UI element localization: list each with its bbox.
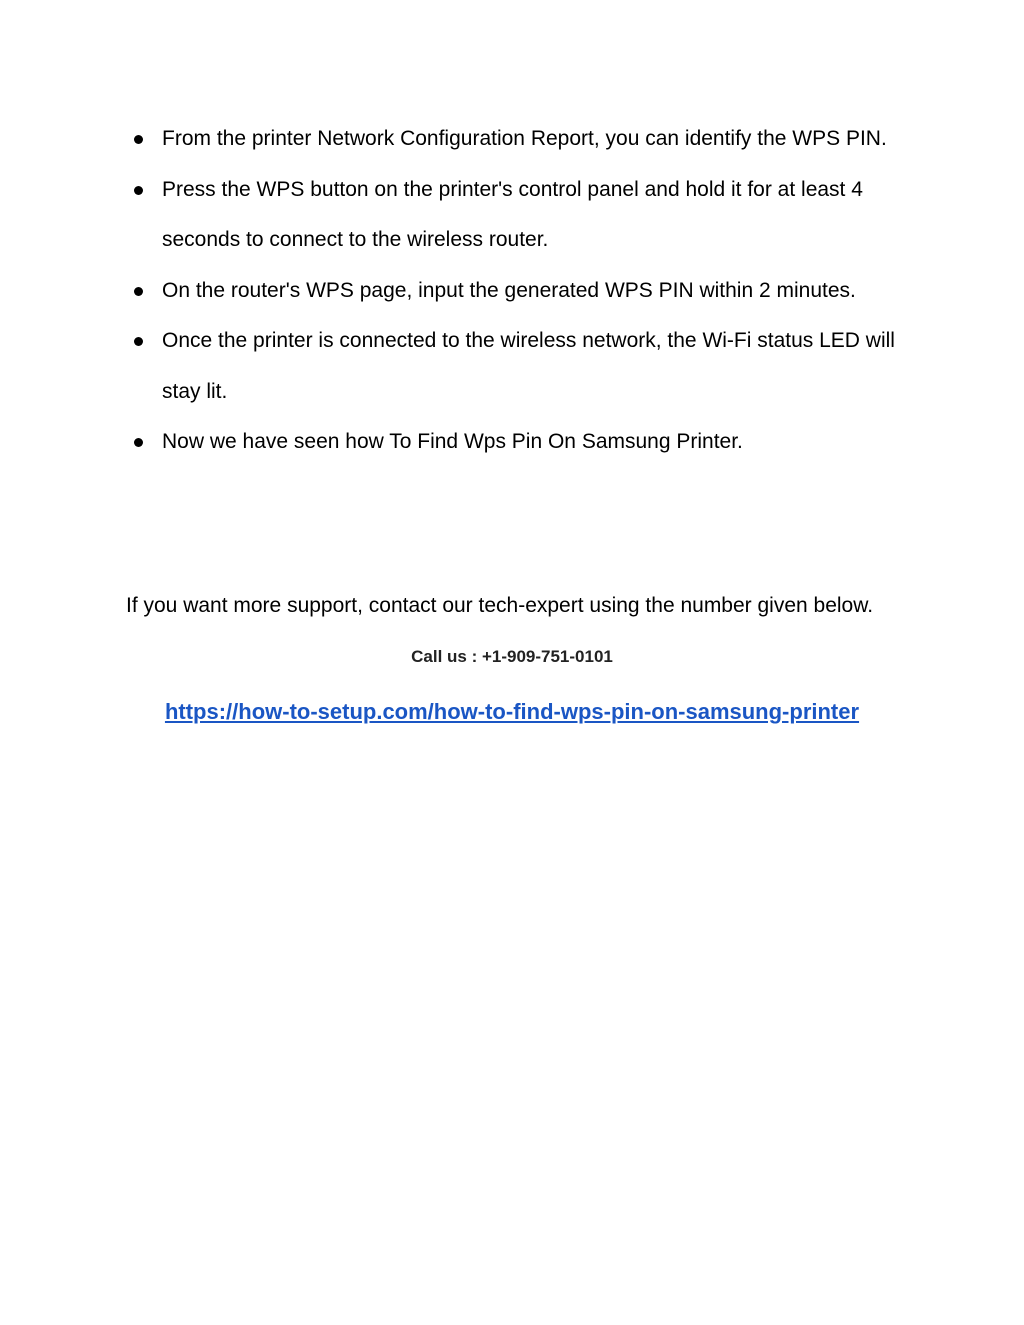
bullet-icon: [134, 438, 143, 447]
list-item: [126, 417, 926, 468]
bullet-icon: [134, 135, 143, 144]
support-paragraph: If you want more support, contact our tech-expert using the number given below.: [126, 594, 874, 617]
website-link[interactable]: https://how-to-setup.com/how-to-find-wps-pin-on-samsung-printer: [164, 699, 860, 724]
bullet-icon: [134, 186, 143, 195]
list-item-text: Now we have seen how To Find Wps Pin On Samsung Printer.: [162, 430, 743, 453]
list-item: [126, 266, 926, 317]
list-item: [126, 316, 926, 417]
list-item-text: From the printer Network Configuration Report, you can identify the WPS PIN.: [162, 127, 887, 150]
list-item-text: Press the WPS button on the printer's control panel and hold it for at least 4 seconds to connect to the wireless router.: [162, 177, 863, 251]
instruction-list: [126, 114, 926, 468]
list-item-text: On the router's WPS page, input the generated WPS PIN within 2 minutes.: [162, 278, 856, 302]
bullet-icon: [134, 287, 143, 296]
website-link-container: [0, 697, 1024, 727]
list-item-text: Once the printer is connected to the wireless network, the Wi-Fi status LED will stay lit.: [162, 329, 895, 403]
call-us-phone: Call us : +1-909-751-0101: [411, 647, 613, 666]
list-item: [126, 114, 926, 165]
bullet-icon: [134, 337, 143, 346]
list-item: [126, 165, 926, 266]
